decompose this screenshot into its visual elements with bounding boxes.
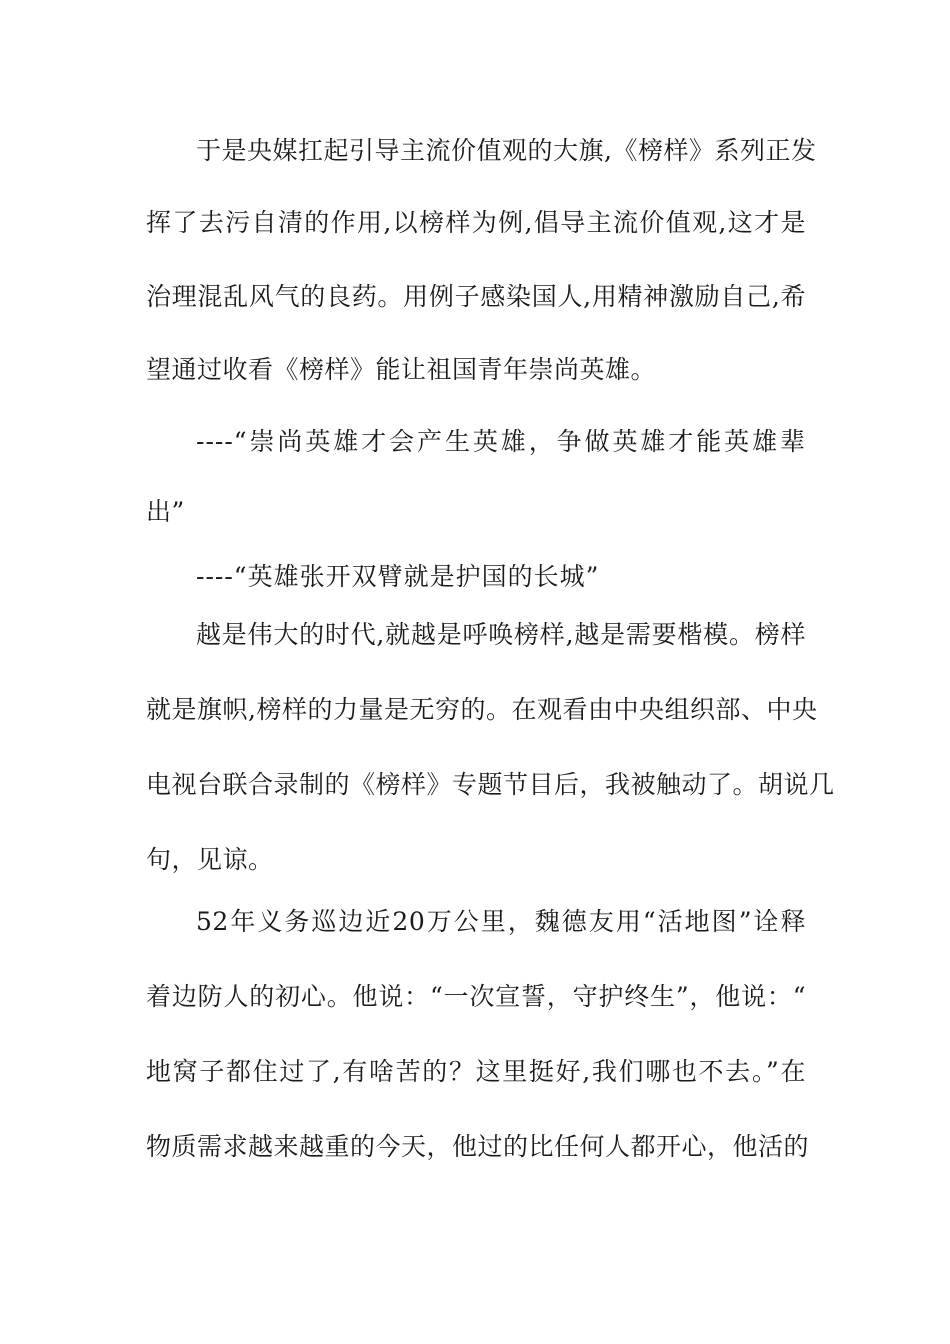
quote-line-1: ----“崇尚英雄才会产生英雄，争做英雄才能英雄辈 <box>196 427 806 456</box>
paragraph-line-4: 望通过收看《榜样》能让祖国青年崇尚英雄。 <box>146 355 657 384</box>
paragraph-line-8: 句，见谅。 <box>146 845 274 874</box>
paragraph-line-11: 地窝子都住过了,有啥苦的？这里挺好,我们哪也不去。”在 <box>146 1057 806 1086</box>
paragraph-line-6: 就是旗帜,榜样的力量是无穷的。在观看由中央组织部、中央 <box>146 695 818 724</box>
paragraph-line-10: 着边防人的初心。他说：“一次宣誓，守护终生”，他说：“ <box>146 982 806 1011</box>
paragraph-line-2: 挥了去污自清的作用,以榜样为例,倡导主流价值观,这才是 <box>146 208 806 237</box>
paragraph-line-5: 越是伟大的时代,就越是呼唤榜样,越是需要楷模。榜样 <box>196 620 806 649</box>
paragraph-line-1: 于是央媒扛起引导主流价值观的大旗,《榜样》系列正发 <box>196 136 817 165</box>
paragraph-line-7: 电视台联合录制的《榜样》专题节目后，我被触动了。胡说几 <box>146 770 835 799</box>
paragraph-line-9: 52年义务巡边近20万公里，魏德友用“活地图”诠释 <box>196 907 806 936</box>
quote-line-1-end: 出” <box>146 497 185 526</box>
paragraph-line-12: 物质需求越来越重的今天，他过的比任何人都开心，他活的 <box>146 1132 810 1161</box>
quote-line-2: ----“英雄张开双臂就是护国的长城” <box>196 562 600 591</box>
paragraph-line-3: 治理混乱风气的良药。用例子感染国人,用精神激励自己,希 <box>146 282 806 311</box>
